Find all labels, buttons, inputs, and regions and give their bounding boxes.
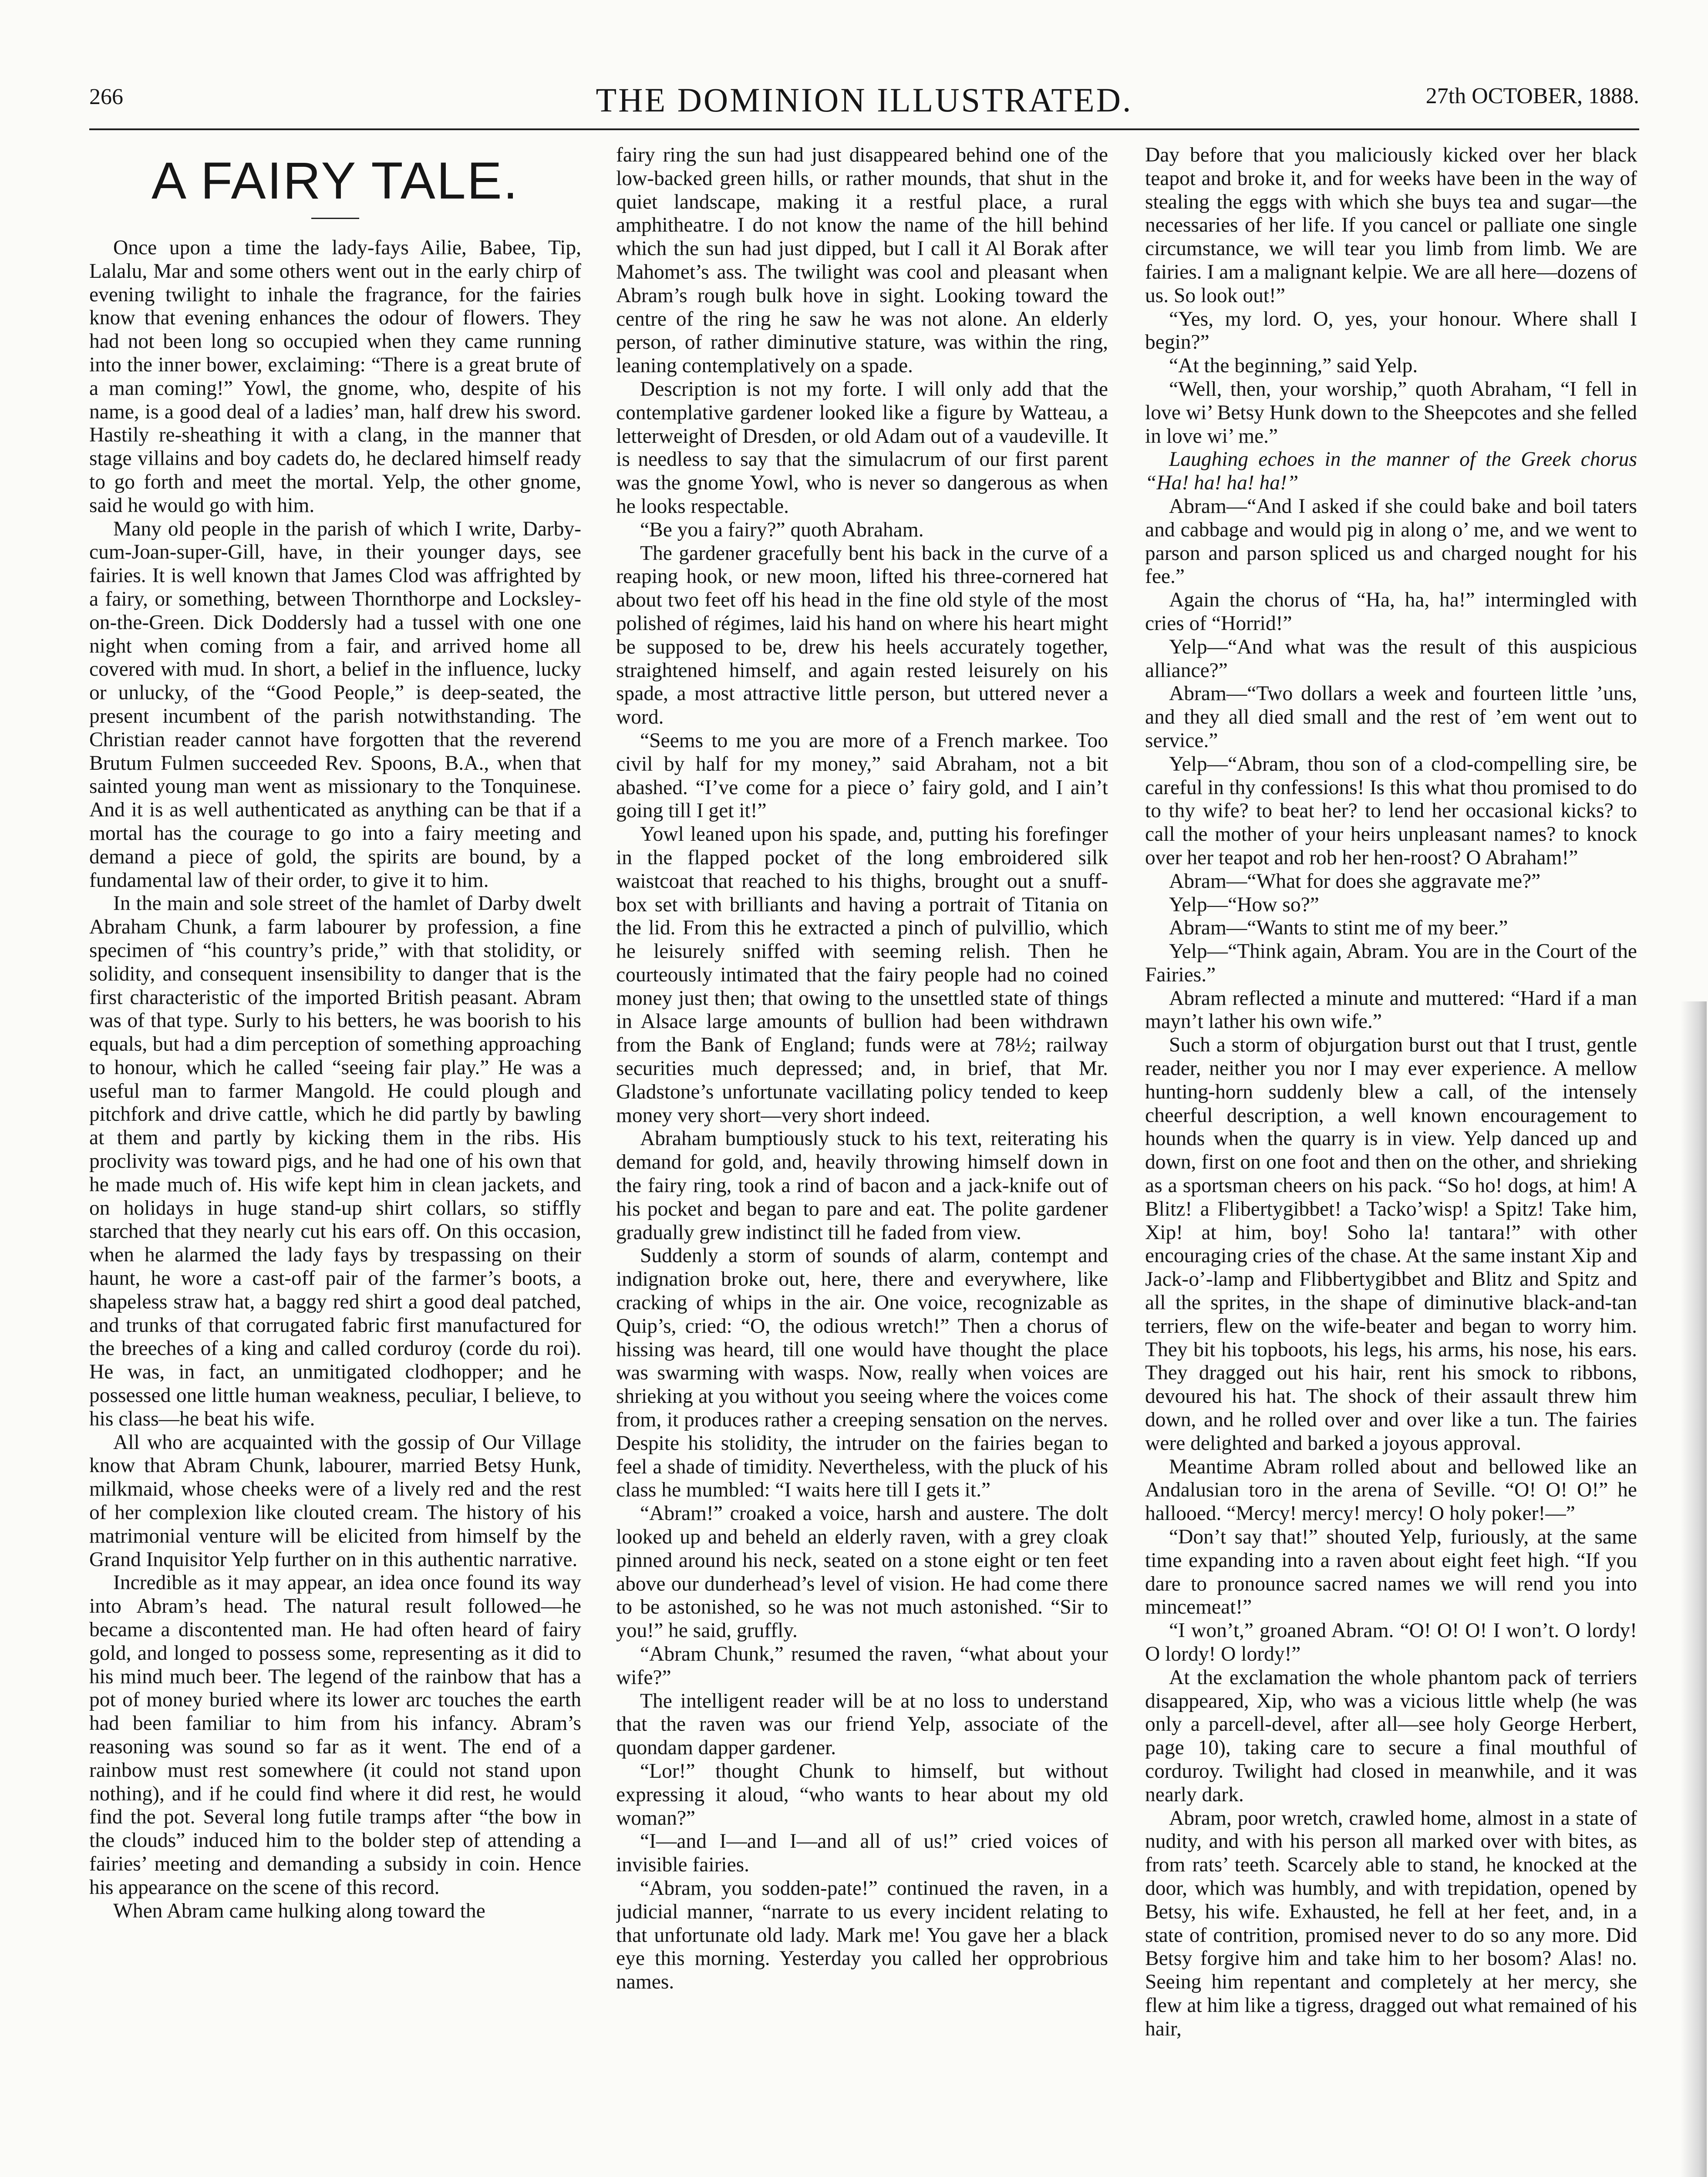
column-1 [89,144,581,2177]
column-2 [616,144,1108,2177]
page-edge-shadow [1681,1001,1707,2177]
paragraph: At the exclamation the whole phantom pack of terriers disappeared, Xip, who was a vicious little whelp (he was only a parcell-devel, after all—see holy George Herbert, page 10), taking care to secure a final mouthful of corduroy. Twilight had closed in meanwhile, and it was nearly dark. [1145,1666,1637,1806]
paragraph: Once upon a time the lady-fays Ailie, Babee, Tip, Lalalu, Mar and some others went out in the early chirp of evening twilight to inhale the fragrance, for the fairies know that evening enhances the odour of flowers. They had not been long so occupied when they came running into the inner bower, exclaiming: “There is a great brute of a man coming!” Yowl, the gnome, who, despite of his name, is a good deal of a ladies’ man, half drew his sword. Hastily re-sheathing it with a clang, in the manner that stage villains and boy cadets do, he declared himself ready to go forth and meet the mortal. Yelp, the other gnome, said he would go with him. [89,236,581,517]
paragraph: “Be you a fairy?” quoth Abraham. [640,518,924,541]
paragraph: Incredible as it may appear, an idea once found its way into Abram’s head. The natural result followed—he became a discontented man. He had often heard of fairy gold, and longed to possess some, representing as it did to his mind much beer. The legend of the rainbow that has a pot of money buried where its lower arc touches the earth had been familiar to him from his infancy. Abram’s reasoning was sound so far as it went. The end of a rainbow must rest somewhere (it could not stand upon nothing), and if he could find where it did rest, he would find the pot. Several long futile tramps after “the bow in the clouds” induced him to the bolder step of attending a fairies’ meeting and demanding a subsidy in coin. Hence his appearance on the scene of this record. [89,1571,581,1899]
paragraph: Again the chorus of “Ha, ha, ha!” intermingled with cries of “Horrid!” [1145,589,1637,635]
paragraph: Day before that you maliciously kicked over her black teapot and broke it, and for weeks have been in the way of stealing the eggs with which she buys tea and sugar—the necessaries of her life. If you cancel or palliate one single circumstance, we will tear you limb from limb. We are fairies. I am a malignant kelpie. We are all here—dozens of us. So look out!” [1145,144,1637,307]
title-rule [311,218,359,219]
paragraph: When Abram came hulking along toward the [113,1899,485,1922]
paragraph: Laughing echoes in the manner of the Greek chorus “Ha! ha! ha! ha!” [1145,448,1637,495]
paragraph: Yelp—“And what was the result of this auspicious alliance?” [1145,635,1637,682]
paragraph: “At the beginning,” said Yelp. [1169,354,1418,377]
issue-date: 27th OCTOBER, 1888. [1425,84,1639,108]
paragraph: “Yes, my lord. O, yes, your honour. Where shall I begin?” [1145,307,1637,354]
paragraph: Yowl leaned upon his spade, and, putting his forefinger in the flapped pocket of the long embroidered silk waistcoat that reached to his thighs, brought out a snuff-box set with brilliants and having a portrait of Titania on the lid. From this he extracted a pinch of pulvillio, which he leisurely sniffed with seeming relish. Then he courteously intimated that the fairy people had no coined money just then; that owing to the unsettled state of things in Alsace large amounts of bullion had been withdrawn from the Bank of England; funds were at 78½; railway securities much depressed; and, in brief, that Mr. Gladstone’s unfortunate vacillating policy tended to keep money very short—very short indeed. [616,823,1108,1127]
paragraph: In the main and sole street of the hamlet of Darby dwelt Abraham Chunk, a farm labourer by profession, a fine specimen of “his country’s pride,” with that stolidity, or solidity, and consequent insensibility to danger that is the first characteristic of the imported British peasant. Abram was of that type. Surly to his betters, he was boorish to his equals, but had a dim perception of something approaching to honour, which he called “seeing fair play.” He was a useful man to farmer Mangold. He could plough and pitchfork and drive cattle, which he did partly by bawling at them and partly by kicking them in the ribs. His proclivity was toward pigs, and he had one of his own that he made much of. His wife kept him in clean jackets, and on holidays in huge stand-up shirt collars, so stiffly starched that they nearly cut his ears off. On this occasion, when he alarmed the lady fays by trespassing on their haunt, he wore a cast-off pair of the farmer’s boots, a shapeless straw hat, a baggy red shirt a good deal patched, and trunks of that corrugated fabric first manufactured for the breeches of a king and called corduroy (corde du roi). He was, in fact, an unmitigated clodhopper; and he possessed one little human weakness, peculiar, I believe, to his class—he beat his wife. [89,892,581,1430]
masthead: THE DOMINION ILLUSTRATED. [596,81,1133,119]
paragraph: Yelp—“Abram, thou son of a clod-compelling sire, be careful in thy confessions! Is this what thou promised to do to thy wife? to beat her? to lend her occasional kicks? to call the mother of your heirs unpleasant names? to knock over her teapot and rob her hen-roost? O Abraham!” [1145,752,1637,869]
paragraph: Abram—“What for does she aggravate me?” [1169,869,1541,893]
paragraph: Such a storm of objurgation burst out that I trust, gentle reader, neither you nor I may ever experience. A mellow hunting-horn suddenly blew a call, of the intensely cheerful description, a well known encouragement to hounds when the quarry is in view. Yelp danced up and down, first on one foot and then on the other, and shrieking as a sportsman cheers on his pack. “So ho! dogs, at him! A Blitz! a Flibertygibbet! a Tacko’wisp! a Spitz! Take him, Xip! at him, boy! Soho la! tantara!” with other encouraging cries of the chase. At the same instant Xip and Jack-o’-lamp and Flibbertygibbet and Blitz and Spitz and all the sprites, in the shape of diminutive black-and-tan terriers, flew on the wife-beater and began to worry him. They bit his topboots, his legs, his arms, his nose, his ears. They dragged out his hair, rent his smock to ribbons, devoured his hat. The shock of their assault threw him down, and he rolled over and over like a tun. The fairies were delighted and barked a joyous approval. [1145,1034,1637,1455]
paragraph: “I won’t,” groaned Abram. “O! O! O! I won’t. O lordy! O lordy! O lordy!” [1145,1619,1637,1665]
paragraph: “Abram, you sodden-pate!” continued the raven, in a judicial manner, “narrate to us every incident relating to that unfortunate old lady. Mark me! You gave her a black eye this morning. Yesterday you called her opprobrious names. [616,1877,1108,1994]
page-header [89,81,1639,120]
paragraph: Abraham bumptiously stuck to his text, reiterating his demand for gold, and, heavily throwing himself down in the fairy ring, took a rind of bacon and a jack-knife out of his pocket and began to pare and eat. The polite gardener gradually grew indistinct till he faded from view. [616,1127,1108,1244]
paragraph: Yelp—“Think again, Abram. You are in the Court of the Fairies.” [1145,940,1637,986]
paragraph: Meantime Abram rolled about and bellowed like an Andalusian toro in the arena of Seville. “O! O! O!” he hallooed. “Mercy! mercy! mercy! O holy poker!—” [1145,1455,1637,1525]
paragraph: fairy ring the sun had just disappeared behind one of the low-backed green hills, or rather mounds, that shut in the quiet landscape, making it a restful place, a rural amphitheatre. I do not know the name of the hill behind which the sun had just dipped, but I call it Al Borak after Mahomet’s ass. The twilight was cool and pleasant when Abram’s rough bulk hove in sight. Looking toward the centre of the ring he saw he was not alone. An elderly person, of rather diminutive stature, was within the ring, leaning contemplatively on a spade. [616,144,1108,377]
column-3 [1145,144,1637,2177]
paragraph: “Don’t say that!” shouted Yelp, furiously, at the same time expanding into a raven about eight feet high. “If you dare to pronounce sacred names we will rend you into mincemeat!” [1145,1526,1637,1619]
paragraph: Suddenly a storm of sounds of alarm, contempt and indignation broke out, here, there and everywhere, like cracking of whips in the air. One voice, recognizable as Quip’s, cried: “O, the odious wretch!” Then a chorus of hissing was heard, till one would have thought the place was swarming with wasps. Now, really when voices are shrieking at you without you seeing where the voices come from, it produces rather a creeping sensation on the nerves. Despite his stolidity, the intruder on the fairies began to feel a shade of timidity. Nevertheless, with the pluck of his class he mumbled: “I waits here till I gets it.” [616,1244,1108,1502]
paragraph: Many old people in the parish of which I write, Darby-cum-Joan-super-Gill, have, in their younger days, see fairies. It is well known that James Clod was affrighted by a fairy, or something, between Thornthorpe and Locksley-on-the-Green. Dick Doddersly had a tussel with one one night when coming from a fair, and arrived home all covered with mud. In short, a belief in the influence, lucky or unlucky, of the “Good People,” is deep-seated, the present incumbent of the parish notwithstanding. The Christian reader cannot have forgotten that the reverend Brutum Fulmen succeeded Rev. Spoons, B.A., when that sainted young man went as missionary to the Tonquinese. And it is as well authenticated as anything can be that if a mortal has the courage to go into a fairy meeting and demand a piece of gold, the spirits are bound, by a fundamental law of their order, to give it to him. [89,517,581,892]
paragraph: Abram reflected a minute and muttered: “Hard if a man mayn’t lather his own wife.” [1145,987,1637,1033]
paragraph: All who are acquainted with the gossip of Our Village know that Abram Chunk, labourer, married Betsy Hunk, milkmaid, whose cheeks were of a lively red and the rest of her complexion like clouted cream. The history of his matrimonial venture will be elicited from himself by the Grand Inquisitor Yelp further on in this authentic narrative. [89,1431,581,1571]
paragraph: “Well, then, your worship,” quoth Abraham, “I fell in love wi’ Betsy Hunk down to the Sheepcotes and she felled in love wi’ me.” [1145,377,1637,448]
paragraph: Abram—“And I asked if she could bake and boil taters and cabbage and would pig in along o’ me, and we went to parson and parson spliced us and charged nought for his fee.” [1145,495,1637,588]
paragraph: Description is not my forte. I will only add that the contemplative gardener looked like a figure by Watteau, a letterweight of Dresden, or old Adam out of a vaudeville. It is needless to say that the simulacrum of our first parent was the gnome Yowl, who is never so dangerous as when he looks respectable. [616,377,1108,518]
paragraph: Yelp—“How so?” [1169,893,1319,916]
header-rule [89,128,1639,130]
paragraph: “Lor!” thought Chunk to himself, but without expressing it aloud, “who wants to hear about my old woman?” [616,1759,1108,1830]
paragraph: “Abram Chunk,” resumed the raven, “what about your wife?” [616,1643,1108,1689]
paragraph: Abram, poor wretch, crawled home, almost in a state of nudity, and with his person all marked over with bites, as from rats’ teeth. Scarcely able to stand, he knocked at the door, which was humbly, and with trepidation, opened by Betsy, his wife. Exhausted, he fell at her feet, and, in a state of contrition, promised never to do so any more. Did Betsy forgive him and take him to her bosom? Alas! no. Seeing him repentant and completely at her mercy, she flew at him like a tigress, dragged out what remained of his hair, [1145,1806,1637,2040]
paragraph: The intelligent reader will be at no loss to understand that the raven was our friend Yelp, associate of the quondam dapper gardener. [616,1689,1108,1759]
paragraph: “Abram!” croaked a voice, harsh and austere. The dolt looked up and beheld an elderly raven, with a grey cloak pinned around his neck, seated on a stone eight or ten feet above our dunderhead’s level of vision. He had come there to be astonished, so he was not much astonished. “Sir to you!” he said, gruffly. [616,1502,1108,1642]
page-number: 266 [89,84,123,109]
article-title: A FAIRY TALE. [152,152,519,210]
paragraph: “Seems to me you are more of a French markee. Too civil by half for my money,” said Abraham, not a bit abashed. “I’ve come for a piece o’ fairy gold, and I ain’t going till I get it!” [616,729,1108,822]
paragraph: The gardener gracefully bent his back in the curve of a reaping hook, or new moon, lifted his three-cornered hat about two feet off his head in the fine old style of the most polished of régimes, laid his hand on where his heart might be supposed to be, drew his heels accurately together, straightened himself, and again rested leisurely on his spade, a most attractive little person, but uttered never a word. [616,542,1108,729]
paragraph: “I—and I—and I—and all of us!” cried voices of invisible fairies. [616,1830,1108,1877]
paragraph: Abram—“Wants to stint me of my beer.” [1169,917,1508,940]
paragraph: Abram—“Two dollars a week and fourteen little ’uns, and they all died small and the rest of ’em went out to service.” [1145,682,1637,752]
